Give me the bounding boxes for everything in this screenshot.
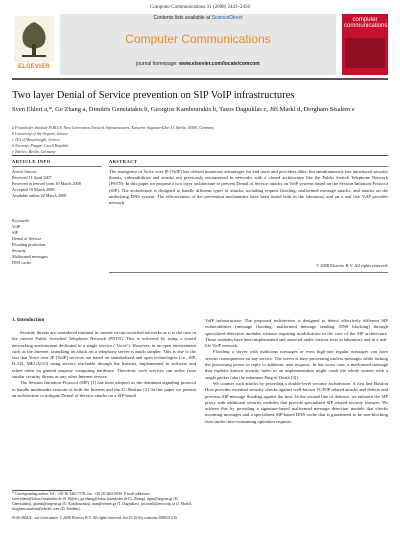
cover-title-line-2: communications bbox=[344, 23, 388, 29]
affiliation: a Fraunhofer Institute FOKUS, Next Generation Network Infrastructures, Kaiserin-Augusta-Allee 31, Berlin 10589, Germany bbox=[12, 125, 215, 130]
history-item: Received 11 April 2007 bbox=[12, 175, 52, 180]
paragraph: VoIP infrastructure. The proposed architecture is designed to detect effectively different SIP vulnerabilities (message flooding, malformed message sending, DNS blocking) through specialized detection modules without requiring modification in the core of the SIP architecture. Those modules have been implemented and assessed under various tests in laboratory and in a real-life VoIP network. bbox=[205, 318, 388, 349]
journal-cover-graphic bbox=[345, 38, 385, 68]
keyword: Security bbox=[12, 248, 26, 253]
keyword: Malformed messages bbox=[12, 254, 48, 259]
keyword: SIP bbox=[12, 230, 19, 235]
paragraph: Security threats are considered minimal in current circuit-switched networks as it is the case in the current Public Switched Telephone Network (PSTN). This is achieved by using a closed networking environment dedicated to a single service (‘Voice’). However, in an open environment such as the Internet, launching an attack on a telephony server is much simpler. This is due to the fact that Voice over IP (VoIP) services are based on standardized and open technologies (i.e., SIP, H.323, MEGACO) using servers reachable through the Internet, implemented in software and relied often on general purpose computing hardware. Therefore, such services can suffer from similar security threats as any other Internet service. bbox=[12, 330, 196, 380]
article-history bbox=[12, 169, 104, 199]
affiliation: b University of the Aegean, Greece bbox=[12, 131, 68, 136]
section-heading: 1. Introduction bbox=[12, 318, 45, 323]
paragraph: The Session Initiation Protocol (SIP) [1] has been adopted as the dominant signaling protocol to handle multimedia sessions at both the Internet and the 3G Realms [2]. In this paper we present an architecture to mitigate Denial of Service attacks on a SIP-based bbox=[12, 380, 196, 398]
sciencedirect-link[interactable]: ScienceDirect bbox=[211, 15, 243, 21]
abstract-heading: ABSTRACT bbox=[109, 159, 138, 164]
copyright: © 2008 Elsevier B.V. All rights reserved. bbox=[315, 263, 388, 268]
body-column-left bbox=[12, 330, 196, 399]
homepage-link[interactable]: www.elsevier.com/locate/comcom bbox=[179, 61, 260, 67]
paper-title: Two layer Denial of Service prevention on SIP VoIP infrastructures bbox=[12, 90, 295, 101]
history-item: Received in revised form 10 March 2008 bbox=[12, 181, 81, 186]
body-column-right bbox=[205, 318, 388, 425]
keyword: Flooding protection bbox=[12, 242, 46, 247]
header-rule bbox=[12, 78, 388, 80]
running-head: Computer Communications 31 (2008) 2443–2456 bbox=[150, 5, 250, 10]
abstract-bottom-rule bbox=[109, 272, 388, 273]
affiliations bbox=[12, 125, 388, 155]
section-rule bbox=[12, 155, 388, 156]
front-matter-note: 0140-3664/$ - see front matter © 2008 Elsevier B.V. All rights reserved. doi:10.1016/j.comcom.2008.03.016 bbox=[12, 516, 178, 520]
keywords bbox=[12, 218, 104, 266]
publisher-name: ELSEVIER bbox=[17, 64, 51, 70]
paragraph: We counter such attacks by providing a double-level security architecture. A first line Bastion Host provides essential security checks against well-known TCP/IP related attacks and detects and prevents SIP message flooding against the host. In the second line of defence, we enhance the SIP proxy with additional security modules that provide specialized SIP related security features. We achieve this by providing a signature-based malformed message detection module that checks incoming messages and a specialized SIP-based DNS cache that is guaranteed to be non-blocking even under time-consuming operation requests. bbox=[205, 380, 388, 424]
journal-title: Computer Communications bbox=[125, 32, 271, 46]
contents-prefix: Contents lists available at bbox=[153, 15, 211, 21]
affiliation: d Neovoip, Prague, Czech Republic bbox=[12, 143, 70, 148]
contents-line bbox=[60, 15, 336, 21]
history-label: Article history: bbox=[12, 169, 38, 174]
homepage-prefix: journal homepage: bbox=[136, 61, 178, 67]
keywords-label: Keywords: bbox=[12, 218, 30, 223]
footnote-rule bbox=[12, 490, 72, 491]
keyword: VoIP bbox=[12, 224, 21, 229]
journal-cover-title bbox=[344, 17, 386, 29]
cover-title-line-1: computer bbox=[352, 17, 378, 23]
article-info-heading: ARTICLE INFO bbox=[12, 159, 51, 164]
history-item: Available online 20 March 2008 bbox=[12, 193, 67, 198]
elsevier-tree-logo bbox=[14, 16, 54, 62]
article-info-rule bbox=[12, 166, 102, 167]
abstract-rule bbox=[109, 166, 388, 167]
affiliation: e Tekelec, Berlin, Germany bbox=[12, 149, 56, 154]
keyword: Denial of Service bbox=[12, 236, 42, 241]
journal-homepage bbox=[60, 61, 336, 67]
author-list: Sven Ehlert a,*, Ge Zhang a, Dimitris Geneiatakis b, Georgios Kambourakis b, Tasos Dagiuklas c, Jiří Markl d, Dorgham Sisalem e bbox=[12, 106, 355, 113]
abstract-text: The emergence of Voice over IP (VoIP) has offered numerous advantages for end users and providers alike, but simultaneously has introduced security threats, vulnerabilities and attacks not previously encountered in networks with a closed architecture like the Public Switch Telephone Network (PSTN). In this paper we propose a two layer architecture to prevent Denial of Service attacks on VoIP systems based on the Session Initiation Protocol (SIP). The architecture is designed to handle different types of attacks, including request flooding, malformed message attacks, and attacks on the underlying DNS system. The effectiveness of the prevention mechanisms have been tested both in the laboratory and on a real live VoIP provider network. bbox=[109, 169, 388, 206]
corresponding-author-footnote: * Corresponding author. Tel.: +49 30 3463 7378; fax: +49 30 3463 8000. E-mail addresses: sven.ehlert@fokus.fraunhofer.de (S. Ehlert), ge.zhang@fokus.fraunhofer.de (G. Zhang), dgen@aegean.gr (D. Geneiatakis), gkamb@aegean.gr (G. Kambourakis), ntan@teimes.gr (T. Dagiuklas), jiri.markl@neovoip.cz (J. Markl), dorgham.sisalem@tekelec.com (D. Sisalem). bbox=[12, 492, 193, 511]
paragraph: Flooding a server with malicious messages or even high-rate regular messages can have serious consequences on any service. The server is busy processing useless messages while lacking the processing power to reply to authentic user requests. In the worst case, a malformed message that exploits known security holes in an implementation might crash the whole system with a single packet (aka the infamous Ping of Death [3]). bbox=[205, 349, 388, 380]
keyword: DNS cache bbox=[12, 260, 31, 265]
affiliation: c TEI of Messolonghi, Greece bbox=[12, 137, 60, 142]
history-item: Accepted 10 March 2008 bbox=[12, 187, 55, 192]
